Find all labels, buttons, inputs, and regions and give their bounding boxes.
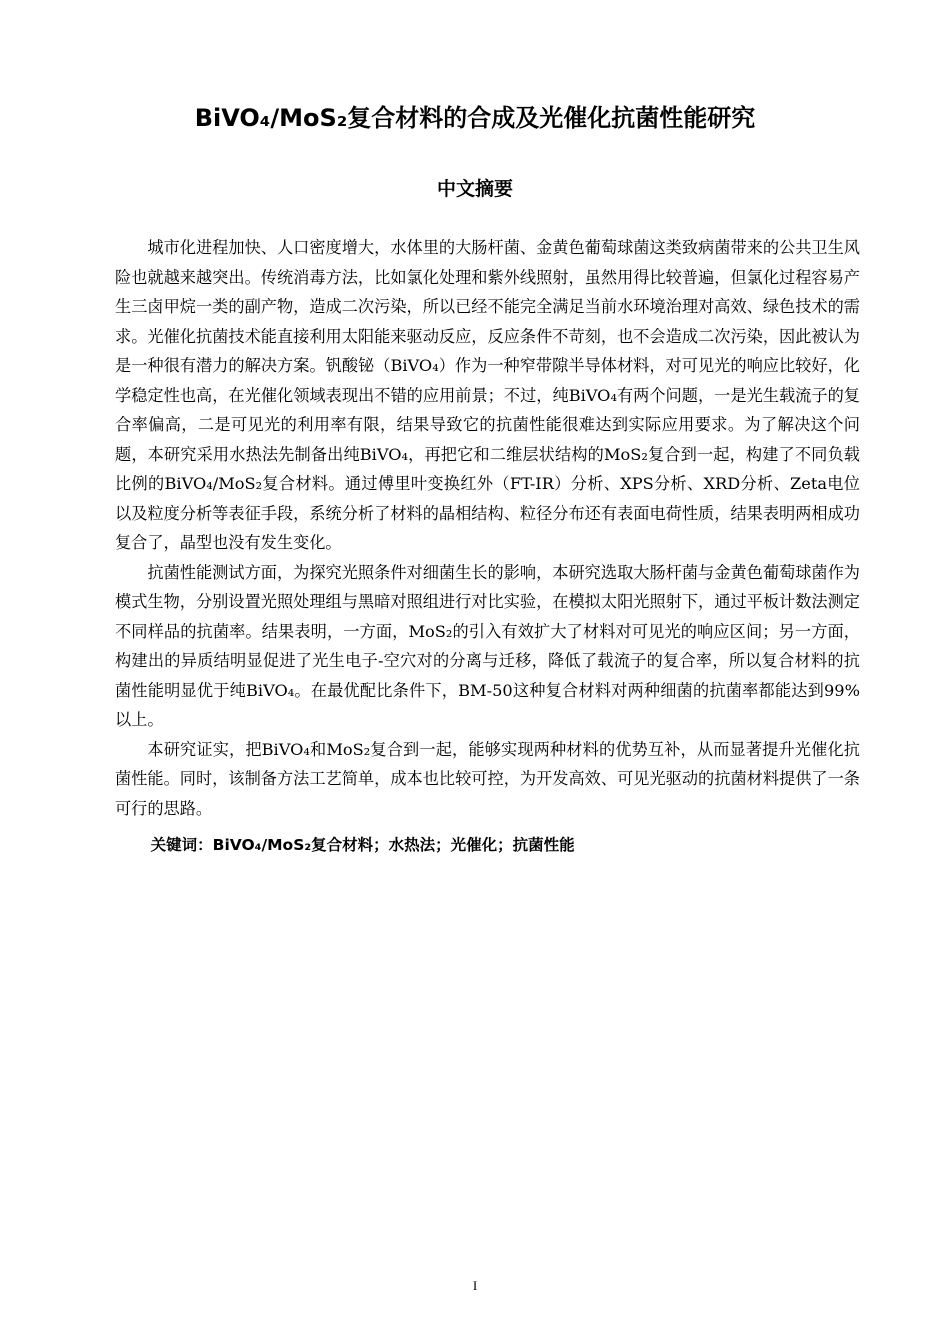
- abstract-heading: 中文摘要: [436, 178, 513, 200]
- abstract-body: [115, 233, 860, 860]
- keywords-line: 关键词：BiVO₄/MoS₂复合材料；水热法；光催化；抗菌性能: [150, 836, 575, 854]
- page-title: BiVO₄/MoS₂复合材料的合成及光催化抗菌性能研究: [194, 104, 756, 132]
- abstract-paragraph-3: 本研究证实，把BiVO₄和MoS₂复合到一起，能够实现两种材料的优势互补，从而显著提升光催化抗菌性能。同时，该制备方法工艺简单，成本也比较可控，为开发高效、可见光驱动的抗菌材料提供了一条可行的思路。: [115, 739, 860, 818]
- abstract-paragraph-2: 抗菌性能测试方面，为探究光照条件对细菌生长的影响，本研究选取大肠杆菌与金黄色葡萄球菌作为模式生物，分别设置光照处理组与黑暗对照组进行对比实验，在模拟太阳光照射下，通过平板计数法测定不同样品的抗菌率。结果表明，一方面，MoS₂的引入有效扩大了材料对可见光的响应区间；另一方面，构建出的异质结明显促进了光生电子-空穴对的分离与迁移，降低了载流子的复合率，所以复合材料的抗菌性能明显优于纯BiVO₄。在最优配比条件下，BM-50这种复合材料对两种细菌的抗菌率都能达到99%以上。: [115, 562, 860, 729]
- page-number: I: [472, 1278, 478, 1293]
- abstract-paragraph-1: 城市化进程加快、人口密度增大，水体里的大肠杆菌、金黄色葡萄球菌这类致病菌带来的公共卫生风险也就越来越突出。传统消毒方法，比如氯化处理和紫外线照射，虽然用得比较普遍，但氯化过程容易产生三卤甲烷一类的副产物，造成二次污染，所以已经不能完全满足当前水环境治理对高效、绿色技术的需求。光催化抗菌技术能直接利用太阳能来驱动反应，反应条件不苛刻，也不会造成二次污染，因此被认为是一种很有潜力的解决方案。钒酸铋（BiVO₄）作为一种窄带隙半导体材料，对可见光的响应比较好，化学稳定性也高，在光催化领域表现出不错的应用前景；不过，纯BiVO₄有两个问题，一是光生载流子的复合率偏高，二是可见光的利用率有限，结果导致它的抗菌性能很难达到实际应用要求。为了解决这个问题，本研究采用水热法先制备出纯BiVO₄，再把它和二维层状结构的MoS₂复合到一起，构建了不同负载比例的BiVO₄/MoS₂复合材料。通过傅里叶变换红外（FT-IR）分析、XPS分析、XRD分析、Zeta电位以及粒度分析等表征手段，系统分析了材料的晶相结构、粒径分布还有表面电荷性质，结果表明两相成功复合了，晶型也没有发生变化。: [115, 238, 860, 552]
